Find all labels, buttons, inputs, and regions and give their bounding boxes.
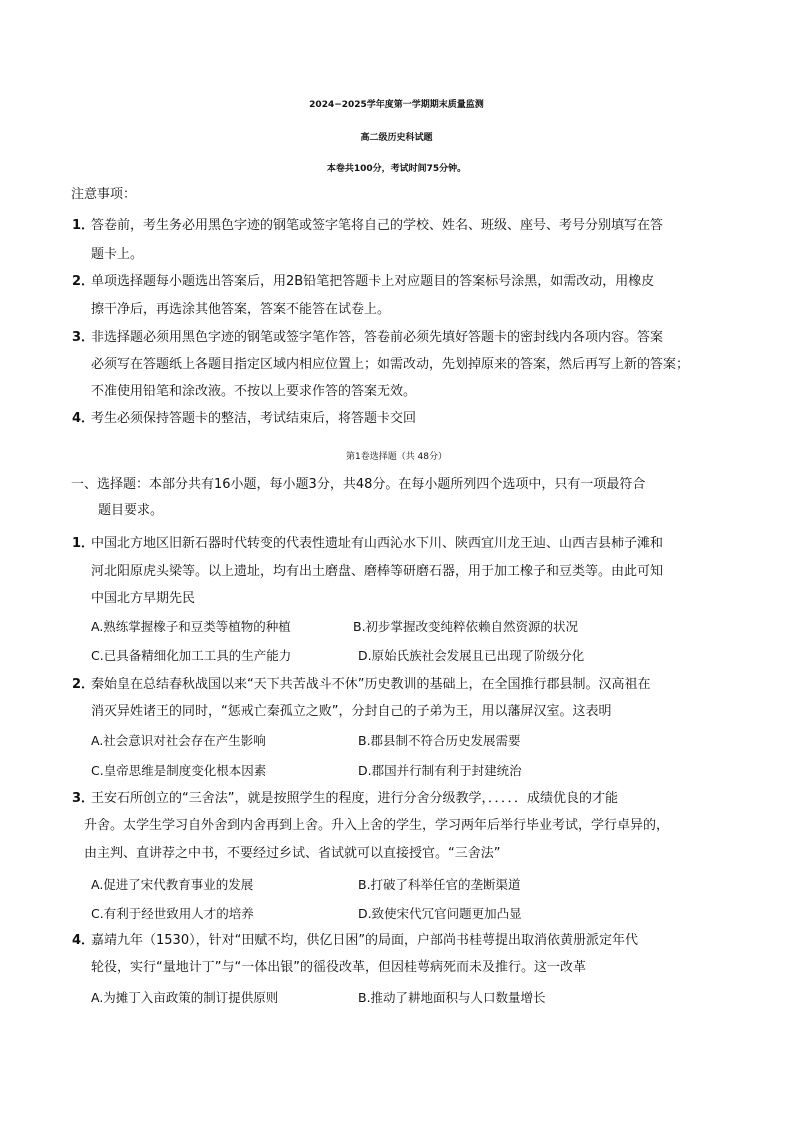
- option-a: A.为摊丁入亩政策的制订提供原则: [91, 990, 279, 1005]
- question-stem-line: 由主判、直讲荐之中书，不要经过乡试、省试就可以直接授官。“三舍法”: [84, 846, 501, 861]
- notice-line: 非选择题必须用黑色字迹的钢笔或签字笔作答，答卷前必须先填好答题卡的密封线内各项内容。答案: [91, 330, 664, 345]
- question-stem-line: 中国北方早期先民: [91, 591, 196, 606]
- option-d: D.致使宋代冗官问题更加凸显: [358, 906, 522, 921]
- option-a: A.熟练掌握橡子和豆类等植物的种植: [91, 619, 291, 634]
- exam-info: 本卷共100分，考试时间75分钟。: [326, 164, 467, 174]
- question-stem-line: 嘉靖九年（1530），针对“田赋不均，供亿日困”的局面，户部尚书桂萼提出取消依黄册派定年代: [91, 933, 639, 948]
- option-c: C.皇帝思维是制度变化根本因素: [91, 763, 267, 778]
- option-c: C.有利于经世致用人才的培养: [91, 906, 254, 921]
- option-c: C.已具备精细化加工工具的生产能力: [91, 648, 292, 663]
- question-stem-line: 王安石所创立的“三舍法”，就是按照学生的程度，进行分舍分级教学，．．．．．成绩优良的才能: [91, 791, 618, 806]
- exam-subtitle: 高二级历史科试题: [360, 133, 433, 143]
- notice-line: 不准使用铅笔和涂改液。不按以上要求作答的答案无效。: [91, 384, 417, 399]
- notice-line: 考生必须保持答题卡的整洁，考试结束后，将答题卡交回: [91, 411, 417, 426]
- question-stem-line: 河北阳原虎头梁等。以上遗址，均有出土磨盘、磨棒等研磨石器，用于加工橡子和豆类等。由此可知: [91, 564, 664, 579]
- notice-heading: 注意事项：: [71, 187, 137, 202]
- option-a: A.促进了宋代教育事业的发展: [91, 877, 254, 892]
- option-d: D.郡国并行制有利于封建统治: [358, 763, 522, 778]
- option-a: A.社会意识对社会存在产生影响: [91, 733, 266, 748]
- section-title: 第1卷选择题（共 48分）: [345, 452, 448, 462]
- exam-title: 2024−2025学年度第一学期期末质量监测: [309, 100, 484, 110]
- notice-line: 答卷前，考生务必用黑色字迹的钢笔或签字笔将自己的学校、姓名、班级、座号、考号分别填写在答: [91, 218, 664, 233]
- question-num: 4．: [72, 933, 95, 948]
- notice-num: 4．: [72, 411, 95, 426]
- section-intro-line: 一、选择题：本部分共有16小题，每小题3分，共48分。在每小题所列四个选项中，只有一项最符合: [71, 477, 646, 492]
- notice-num: 2．: [72, 274, 95, 289]
- notice-line: 单项选择题每小题选出答案后，用2B铅笔把答题卡上对应题目的答案标号涂黑，如需改动，用橡皮: [91, 274, 655, 289]
- question-stem-line: 秦始皇在总结春秋战国以来“天下共苦战斗不休”历史教训的基础上，在全国推行郡县制。汉高祖在: [91, 677, 651, 692]
- question-num: 3．: [72, 791, 95, 806]
- notice-line: 擦干净后，再选涂其他答案，答案不能答在试卷上。: [91, 302, 391, 317]
- question-stem-line: 轮役，实行“量地计丁”与“一体出银”的徭役改革，但因桂萼病死而未及推行。这一改革: [91, 960, 586, 975]
- question-num: 2．: [72, 677, 95, 692]
- notice-num: 3．: [72, 330, 95, 345]
- question-stem-line: 中国北方地区旧新石器时代转变的代表性遗址有山西沁水下川、陕西宜川龙王辿、山西吉县柿子滩和: [91, 536, 664, 551]
- notice-num: 1．: [72, 218, 95, 233]
- option-b: B.推动了耕地面积与人口数量增长: [358, 990, 546, 1005]
- question-num: 1．: [72, 536, 95, 551]
- section-intro-line: 题目要求。: [98, 503, 164, 518]
- question-stem-line: 消灭异姓诸王的同时，“惩戒亡秦孤立之败”，分封自己的子弟为王，用以藩屏汉室。这表明: [91, 704, 612, 719]
- question-stem-line: 升舍。太学生学习自外舍到内舍再到上舍。升入上舍的学生，学习两年后举行毕业考试，学行卓异的，: [84, 818, 670, 833]
- option-b: B.打破了科举任官的垄断渠道: [358, 877, 521, 892]
- notice-line: 题卡上。: [91, 247, 144, 262]
- notice-line: 必须写在答题纸上各题目指定区域内相应位置上；如需改动，先划掉原来的答案，然后再写上新的答案；: [91, 357, 690, 372]
- option-b: B.郡县制不符合历史发展需要: [358, 733, 521, 748]
- option-b: B.初步掌握改变纯粹依赖自然资源的状况: [353, 619, 579, 634]
- option-d: D.原始氏族社会发展且已出现了阶级分化: [358, 648, 585, 663]
